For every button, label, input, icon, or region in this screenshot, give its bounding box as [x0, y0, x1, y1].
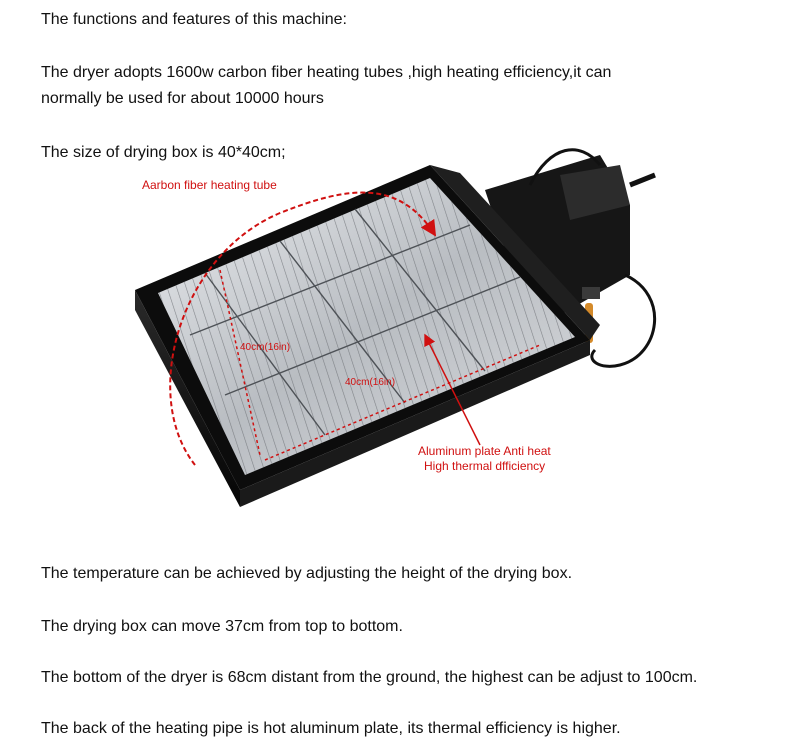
control-switch	[582, 287, 600, 299]
dryer-product-image	[130, 145, 670, 515]
height-text: The bottom of the dryer is 68cm distant from the ground, the highest can be adjust to 100cm.	[41, 669, 698, 686]
aluminum-plate-label: Aluminum plate Anti heat	[418, 444, 551, 458]
box-size-text: The size of drying box is 40*40cm;	[41, 144, 286, 161]
heater-text-line1: The dryer adopts 1600w carbon fiber heating tubes ,high heating efficiency,it can	[41, 64, 612, 81]
thermal-efficiency-label: High thermal dfficiency	[424, 459, 546, 473]
vertical-dimension-label: 40cm(16in)	[240, 342, 291, 353]
intro-text: The functions and features of this machine:	[41, 11, 347, 28]
horizontal-dimension-label: 40cm(16in)	[345, 377, 396, 388]
movement-text: The drying box can move 37cm from top to bottom.	[41, 618, 403, 635]
temperature-text: The temperature can be achieved by adjusting the height of the drying box.	[41, 565, 573, 582]
heating-tube-label: Aarbon fiber heating tube	[142, 178, 277, 192]
heater-text-line2: normally be used for about 10000 hours	[41, 90, 324, 107]
back-plate-text: The back of the heating pipe is hot aluminum plate, its thermal efficiency is higher.	[41, 720, 621, 737]
